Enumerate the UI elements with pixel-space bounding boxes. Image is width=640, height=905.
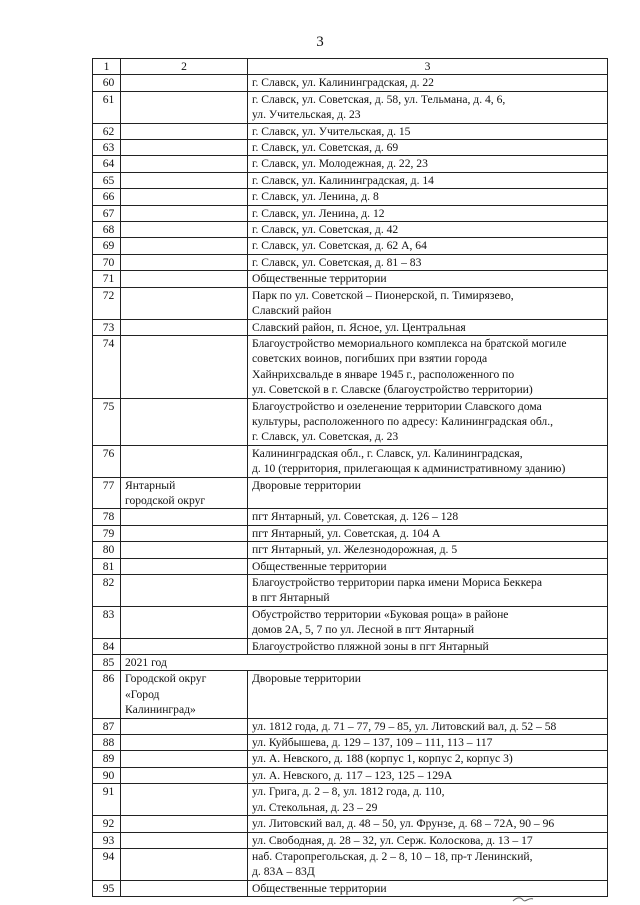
row-number-cell: 93 — [93, 832, 121, 848]
territories-table — [92, 58, 608, 897]
territory-cell: пгт Янтарный, ул. Железнодорожная, д. 5 — [248, 542, 608, 558]
territory-cell: г. Славск, ул. Советская, д. 69 — [248, 140, 608, 156]
table-row — [93, 222, 608, 238]
row-number-cell: 61 — [93, 91, 121, 123]
territory-cell: г. Славск, ул. Советская, д. 42 — [248, 222, 608, 238]
row-number-cell: 95 — [93, 880, 121, 896]
district-cell — [121, 75, 248, 91]
territory-cell: г. Славск, ул. Ленина, д. 8 — [248, 189, 608, 205]
row-number-cell: 81 — [93, 558, 121, 574]
territory-cell: Дворовые территории — [248, 477, 608, 509]
table-row — [93, 172, 608, 188]
district-cell — [121, 222, 248, 238]
district-cell — [121, 718, 248, 734]
district-cell — [121, 189, 248, 205]
territory-cell: Благоустройство территории парка имени Мориса Беккера в пгт Янтарный — [248, 575, 608, 607]
table-row — [93, 91, 608, 123]
table-row — [93, 205, 608, 221]
table-row — [93, 335, 608, 398]
row-number-cell: 60 — [93, 75, 121, 91]
table-row — [93, 75, 608, 91]
district-cell — [121, 558, 248, 574]
row-number-cell: 88 — [93, 735, 121, 751]
table-row — [93, 671, 608, 718]
row-number-cell: 91 — [93, 784, 121, 816]
table-row — [93, 735, 608, 751]
territory-cell: Общественные территории — [248, 271, 608, 287]
row-number-cell: 64 — [93, 156, 121, 172]
district-cell — [121, 509, 248, 525]
year-heading-cell: 2021 год — [121, 655, 608, 671]
territory-cell: Дворовые территории — [248, 671, 608, 718]
table-row — [93, 751, 608, 767]
row-number-cell: 79 — [93, 525, 121, 541]
row-number-cell: 70 — [93, 254, 121, 270]
table-row — [93, 254, 608, 270]
table-row — [93, 140, 608, 156]
district-cell — [121, 848, 248, 880]
territory-cell: Обустройство территории «Буковая роща» в районе домов 2А, 5, 7 по ул. Лесной в пгт Янтарный — [248, 606, 608, 638]
territory-cell: Калининградская обл., г. Славск, ул. Калининградская, д. 10 (территория, прилегающая к административному зданию) — [248, 445, 608, 477]
district-cell — [121, 91, 248, 123]
territory-cell: ул. Свободная, д. 28 – 32, ул. Серж. Колоскова, д. 13 – 17 — [248, 832, 608, 848]
territory-cell: ул. Грига, д. 2 – 8, ул. 1812 года, д. 110, ул. Стекольная, д. 23 – 29 — [248, 784, 608, 816]
district-cell — [121, 638, 248, 654]
table-row — [93, 287, 608, 319]
territory-cell: Общественные территории — [248, 558, 608, 574]
row-number-cell: 71 — [93, 271, 121, 287]
district-cell: Янтарный городской округ — [121, 477, 248, 509]
table-row — [93, 189, 608, 205]
table-row — [93, 575, 608, 607]
table-row — [93, 123, 608, 139]
table-row — [93, 542, 608, 558]
territory-cell: г. Славск, ул. Калининградская, д. 14 — [248, 172, 608, 188]
table-row — [93, 477, 608, 509]
table-row — [93, 767, 608, 783]
territory-cell: Общественные территории — [248, 880, 608, 896]
header-cell-3: 3 — [248, 59, 608, 75]
row-number-cell: 73 — [93, 319, 121, 335]
territory-cell: г. Славск, ул. Советская, д. 58, ул. Тельмана, д. 4, 6, ул. Учительская, д. 23 — [248, 91, 608, 123]
row-number-cell: 87 — [93, 718, 121, 734]
district-cell — [121, 445, 248, 477]
district-cell — [121, 816, 248, 832]
district-cell — [121, 140, 248, 156]
page-number: 3 — [316, 34, 324, 50]
table-row — [93, 832, 608, 848]
table-body — [93, 59, 608, 897]
table-row — [93, 638, 608, 654]
row-number-cell: 72 — [93, 287, 121, 319]
district-cell: Городской округ «Город Калининград» — [121, 671, 248, 718]
row-number-cell: 76 — [93, 445, 121, 477]
table-row — [93, 445, 608, 477]
table-row — [93, 558, 608, 574]
row-number-cell: 74 — [93, 335, 121, 398]
row-number-cell: 78 — [93, 509, 121, 525]
district-cell — [121, 156, 248, 172]
row-number-cell: 67 — [93, 205, 121, 221]
district-cell — [121, 319, 248, 335]
district-cell — [121, 751, 248, 767]
table-row — [93, 156, 608, 172]
table-row — [93, 880, 608, 896]
row-number-cell: 85 — [93, 655, 121, 671]
territory-cell: г. Славск, ул. Советская, д. 62 А, 64 — [248, 238, 608, 254]
row-number-cell: 86 — [93, 671, 121, 718]
row-number-cell: 63 — [93, 140, 121, 156]
territory-cell: ул. Литовский вал, д. 48 – 50, ул. Фрунзе, д. 68 – 72А, 90 – 96 — [248, 816, 608, 832]
row-number-cell: 66 — [93, 189, 121, 205]
territory-cell: ул. 1812 года, д. 71 – 77, 79 – 85, ул. Литовский вал, д. 52 – 58 — [248, 718, 608, 734]
district-cell — [121, 880, 248, 896]
district-cell — [121, 287, 248, 319]
table-row — [93, 238, 608, 254]
district-cell — [121, 575, 248, 607]
territory-cell: ул. А. Невского, д. 117 – 123, 125 – 129А — [248, 767, 608, 783]
territory-cell: Благоустройство и озеленение территории Славского дома культуры, расположенного по адресу: Калининградская обл., г. Славск, ул. Советская, д. 23 — [248, 398, 608, 445]
territory-cell: г. Славск, ул. Ленина, д. 12 — [248, 205, 608, 221]
district-cell — [121, 784, 248, 816]
territory-cell: пгт Янтарный, ул. Советская, д. 126 – 128 — [248, 509, 608, 525]
row-number-cell: 94 — [93, 848, 121, 880]
district-cell — [121, 735, 248, 751]
row-number-cell: 83 — [93, 606, 121, 638]
territory-cell: ул. Куйбышева, д. 129 – 137, 109 – 111, 113 – 117 — [248, 735, 608, 751]
row-number-cell: 80 — [93, 542, 121, 558]
district-cell — [121, 767, 248, 783]
territory-cell: г. Славск, ул. Советская, д. 81 – 83 — [248, 254, 608, 270]
row-number-cell: 89 — [93, 751, 121, 767]
territory-cell: наб. Старопрегольская, д. 2 – 8, 10 – 18, пр-т Ленинский, д. 83А – 83Д — [248, 848, 608, 880]
table-row — [93, 784, 608, 816]
table-row — [93, 718, 608, 734]
header-cell-1: 1 — [93, 59, 121, 75]
table-row — [93, 848, 608, 880]
table-row — [93, 525, 608, 541]
table-row — [93, 271, 608, 287]
district-cell — [121, 525, 248, 541]
territory-cell: Благоустройство мемориального комплекса на братской могиле советских воинов, погибших при взятии города Хайнрихсвальде в январе 1945 г., расположенного по ул. Советской в г. Славске (благоустройство территории) — [248, 335, 608, 398]
territory-cell: Благоустройство пляжной зоны в пгт Янтарный — [248, 638, 608, 654]
row-number-cell: 92 — [93, 816, 121, 832]
table-header-row — [93, 59, 608, 75]
row-number-cell: 90 — [93, 767, 121, 783]
row-number-cell: 68 — [93, 222, 121, 238]
table-row — [93, 816, 608, 832]
row-number-cell: 69 — [93, 238, 121, 254]
row-number-cell: 84 — [93, 638, 121, 654]
table-row — [93, 655, 608, 671]
row-number-cell: 77 — [93, 477, 121, 509]
territory-cell: Славский район, п. Ясное, ул. Центральная — [248, 319, 608, 335]
territory-cell: г. Славск, ул. Молодежная, д. 22, 23 — [248, 156, 608, 172]
header-cell-2: 2 — [121, 59, 248, 75]
district-cell — [121, 542, 248, 558]
district-cell — [121, 172, 248, 188]
district-cell — [121, 205, 248, 221]
row-number-cell: 75 — [93, 398, 121, 445]
territory-cell: г. Славск, ул. Калининградская, д. 22 — [248, 75, 608, 91]
district-cell — [121, 606, 248, 638]
pen-mark — [512, 896, 534, 902]
territory-cell: пгт Янтарный, ул. Советская, д. 104 А — [248, 525, 608, 541]
district-cell — [121, 335, 248, 398]
district-cell — [121, 123, 248, 139]
row-number-cell: 82 — [93, 575, 121, 607]
table-row — [93, 319, 608, 335]
table-row — [93, 398, 608, 445]
table-row — [93, 509, 608, 525]
district-cell — [121, 238, 248, 254]
table-row — [93, 606, 608, 638]
row-number-cell: 65 — [93, 172, 121, 188]
district-cell — [121, 271, 248, 287]
district-cell — [121, 398, 248, 445]
territory-cell: Парк по ул. Советской – Пионерской, п. Тимирязево, Славский район — [248, 287, 608, 319]
district-cell — [121, 254, 248, 270]
district-cell — [121, 832, 248, 848]
territory-cell: ул. А. Невского, д. 188 (корпус 1, корпус 2, корпус 3) — [248, 751, 608, 767]
territory-cell: г. Славск, ул. Учительская, д. 15 — [248, 123, 608, 139]
row-number-cell: 62 — [93, 123, 121, 139]
